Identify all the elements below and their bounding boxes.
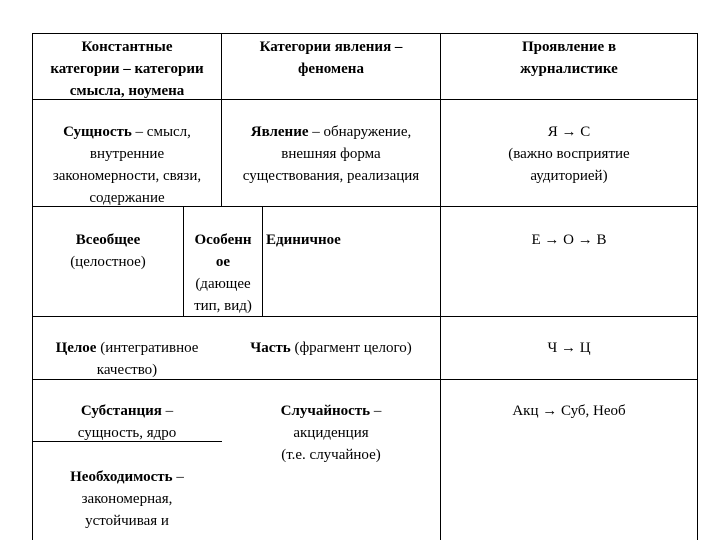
- row4-accident: [222, 400, 440, 466]
- term-particular-end: ое: [215, 254, 231, 270]
- col-divider: [262, 206, 263, 317]
- term-singular: Единичное: [266, 232, 341, 248]
- row4-journalism: [441, 400, 697, 422]
- term-whole: Целое: [55, 340, 97, 356]
- header-col2: [222, 36, 440, 80]
- text-line: (т.е. случайное): [281, 447, 381, 463]
- header-col2-line: Категории явления –: [259, 39, 403, 55]
- row1-journalism: [441, 121, 697, 187]
- text-line: Ч → Ц: [547, 340, 591, 356]
- text-line: Акц → Суб, Необ: [512, 403, 626, 419]
- text-line: (целостное): [70, 254, 146, 270]
- text-line: тип, вид): [194, 298, 252, 314]
- row3-journalism: [441, 337, 697, 359]
- text-line: внутренние: [89, 146, 165, 162]
- col-divider: [440, 33, 441, 540]
- header-col1-line: Константные: [81, 39, 173, 55]
- header-col3: [441, 36, 697, 80]
- text-line: (важно восприятие: [508, 146, 630, 162]
- text-line: сущность, ядро: [77, 425, 177, 441]
- term-phenomenon-def: – обнаружение,: [308, 124, 412, 140]
- text-line: Е → О → В: [531, 232, 607, 248]
- row4-substance: [33, 400, 221, 444]
- text-line: закономерности, связи,: [52, 168, 202, 184]
- row1-phenomenon: [222, 121, 440, 187]
- text-line: содержание: [89, 190, 165, 206]
- term-essence: Сущность: [63, 124, 132, 140]
- term-part-def: (фрагмент целого): [290, 340, 412, 356]
- term-part: Часть: [250, 340, 291, 356]
- row1-essence: [33, 121, 221, 209]
- row2-universal: [33, 229, 183, 273]
- header-col3-line: Проявление в: [521, 39, 617, 55]
- text-line: качество): [96, 362, 158, 378]
- term-substance: Субстанция: [80, 403, 162, 419]
- text-line: устойчивая и: [85, 513, 169, 529]
- row-divider: [32, 316, 697, 317]
- row5-necessity: [33, 466, 221, 532]
- table-border-top: [32, 33, 697, 34]
- term-accident-def: –: [370, 403, 382, 419]
- term-phenomenon: Явление: [250, 124, 309, 140]
- term-universal: Всеобщее: [75, 232, 141, 248]
- text-line: Я → С: [547, 124, 591, 140]
- header-col1-line: смысла, ноумена: [69, 83, 185, 99]
- table-border-left: [32, 33, 33, 540]
- header-col3-line: журналистике: [520, 61, 618, 77]
- term-substance-def: –: [161, 403, 174, 419]
- row2-singular: [266, 229, 436, 251]
- text-line: существования, реализация: [242, 168, 420, 184]
- term-essence-def: – смысл,: [131, 124, 191, 140]
- row3-part: [222, 337, 440, 359]
- text-line: аудиторией): [530, 168, 608, 184]
- table-border-right: [697, 33, 698, 540]
- text-line: акциденция: [293, 425, 369, 441]
- row2-journalism: [441, 229, 697, 251]
- header-col2-line: феномена: [298, 61, 364, 77]
- term-particular: Особенн: [194, 232, 252, 248]
- row2-particular: [184, 229, 262, 317]
- header-col1-line: категории – категории: [50, 61, 204, 77]
- term-necessity-def: –: [172, 469, 184, 485]
- term-whole-def: (интегративное: [96, 340, 199, 356]
- row3-whole: [33, 337, 221, 381]
- term-accident: Случайность: [280, 403, 371, 419]
- text-line: закономерная,: [81, 491, 173, 507]
- header-col1: [33, 36, 221, 102]
- text-line: внешняя форма: [281, 146, 381, 162]
- text-line: (дающее: [195, 276, 251, 292]
- term-necessity: Необходимость: [70, 469, 173, 485]
